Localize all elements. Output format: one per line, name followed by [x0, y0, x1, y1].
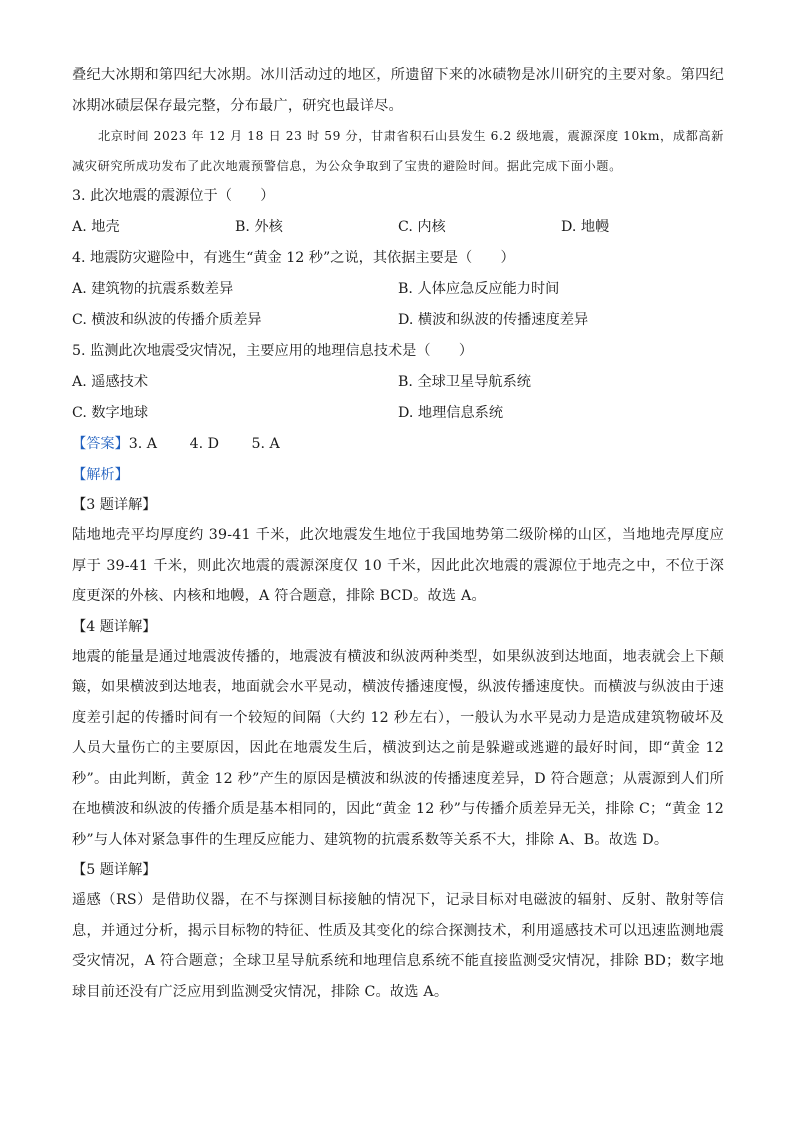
detail-5-heading: 【5 题详解】 [72, 862, 157, 878]
option-c: C. 数字地球 [72, 405, 149, 421]
option-c: C. 横波和纵波的传播介质差异 [72, 312, 262, 328]
option-d: D. 地幔 [561, 219, 610, 235]
detail-5-text: 遥感（RS）是借助仪器，在不与探测目标接触的情况下，记录目标对电磁波的辐射、反射、散射等信息，并通过分析，揭示目标物的特征、性质及其变化的综合探测技术，利用遥感技术可以迅速监测地震受灾情况，A 符合题意；全球卫星导航系统和地理信息系统不能直接监测受灾情况，排除 BD；数字地球目前还没有广泛应用到监测受灾情况，排除 C。故选 A。 [72, 892, 724, 1000]
detail-4-text: 地震的能量是通过地震波传播的，地震波有横波和纵波两种类型，如果纵波到达地面，地表就会上下颠簸，如果横波到达地表，地面就会水平晃动，横波传播速度慢，纵波传播速度快。而横波与纵波由于速度差引起的传播时间有一个较短的间隔（大约 12 秒左右），一般认为水平晃动力是造成建筑物破坏及人员大量伤亡的主要原因，因此在地震发生后，横波到达之前是躲避或逃避的最好时间，即“黄金 12 秒”。由此判断，黄金 12 秒”产生的原因是横波和纵波的传播速度差异，D 符合题意；从震源到人们所在地横波和纵波的传播介质是基本相同的，因此“黄金 12 秒”与传播介质差异无关，排除 C；“黄金 12 秒”与人体对紧急事件的生理反应能力、建筑物的抗震系数等关系不大，排除 A、B。故选 D。 [72, 648, 724, 848]
answer-3: 3. A [128, 436, 158, 452]
question-5-options-row-1 [72, 367, 724, 398]
option-d: D. 地理信息系统 [398, 405, 504, 421]
document-page [72, 60, 724, 1007]
question-5-stem: 5. 监测此次地震受灾情况，主要应用的地理信息技术是（ ） [72, 343, 474, 359]
option-b: B. 人体应急反应能力时间 [398, 281, 560, 297]
option-d: D. 横波和纵波的传播速度差异 [398, 312, 589, 328]
question-4-stem: 4. 地震防灾避险中，有逃生“黄金 12 秒”之说，其依据主要是（ ） [72, 250, 515, 266]
preceding-paragraph: 叠纪大冰期和第四纪大冰期。冰川活动过的地区，所遗留下来的冰碛物是冰川研究的主要对象。第四纪冰期冰碛层保存最完整，分布最广，研究也最详尽。 [72, 67, 724, 114]
detail-3-text: 陆地地壳平均厚度约 39-41 千米，此次地震发生地位于我国地势第二级阶梯的山区，当地地壳厚度应厚于 39-41 千米，则此次地震的震源深度仅 10 千米，因此此次地震的震源位于地壳之中，不位于深度更深的外核、内核和地幔，A 符合题意，排除 BCD。故选 A。 [72, 527, 724, 604]
option-c: C. 内核 [398, 219, 446, 235]
question-4-options-row-2 [72, 305, 724, 336]
question-intro: 北京时间 2023 年 12 月 18 日 23 时 59 分，甘肃省积石山县发生 6.2 级地震，震源深度 10km，成都高新减灾研究所成功发布了此次地震预警信息，为公众争取到了宝贵的避险时间。据此完成下面小题。 [72, 129, 724, 173]
answer-4: 4. D [189, 436, 219, 452]
detail-4-heading: 【4 题详解】 [72, 618, 157, 635]
answer-line [72, 429, 724, 460]
answer-5: 5. A [251, 436, 280, 452]
question-3-stem: 3. 此次地震的震源位于（ ） [72, 188, 275, 204]
analysis-label: 【解析】 [72, 467, 129, 483]
question-5-options-row-2 [72, 398, 724, 429]
option-b: B. 外核 [235, 219, 283, 235]
option-a: A. 建筑物的抗震系数差异 [72, 281, 234, 297]
option-a: A. 遥感技术 [72, 374, 149, 390]
question-3-options [72, 212, 724, 243]
detail-3-heading: 【3 题详解】 [72, 497, 157, 513]
answer-label: 【答案】 [72, 436, 129, 452]
option-b: B. 全球卫星导航系统 [398, 374, 531, 390]
answer-values [129, 429, 308, 460]
question-4-options-row-1 [72, 274, 724, 305]
option-a: A. 地壳 [72, 219, 120, 235]
